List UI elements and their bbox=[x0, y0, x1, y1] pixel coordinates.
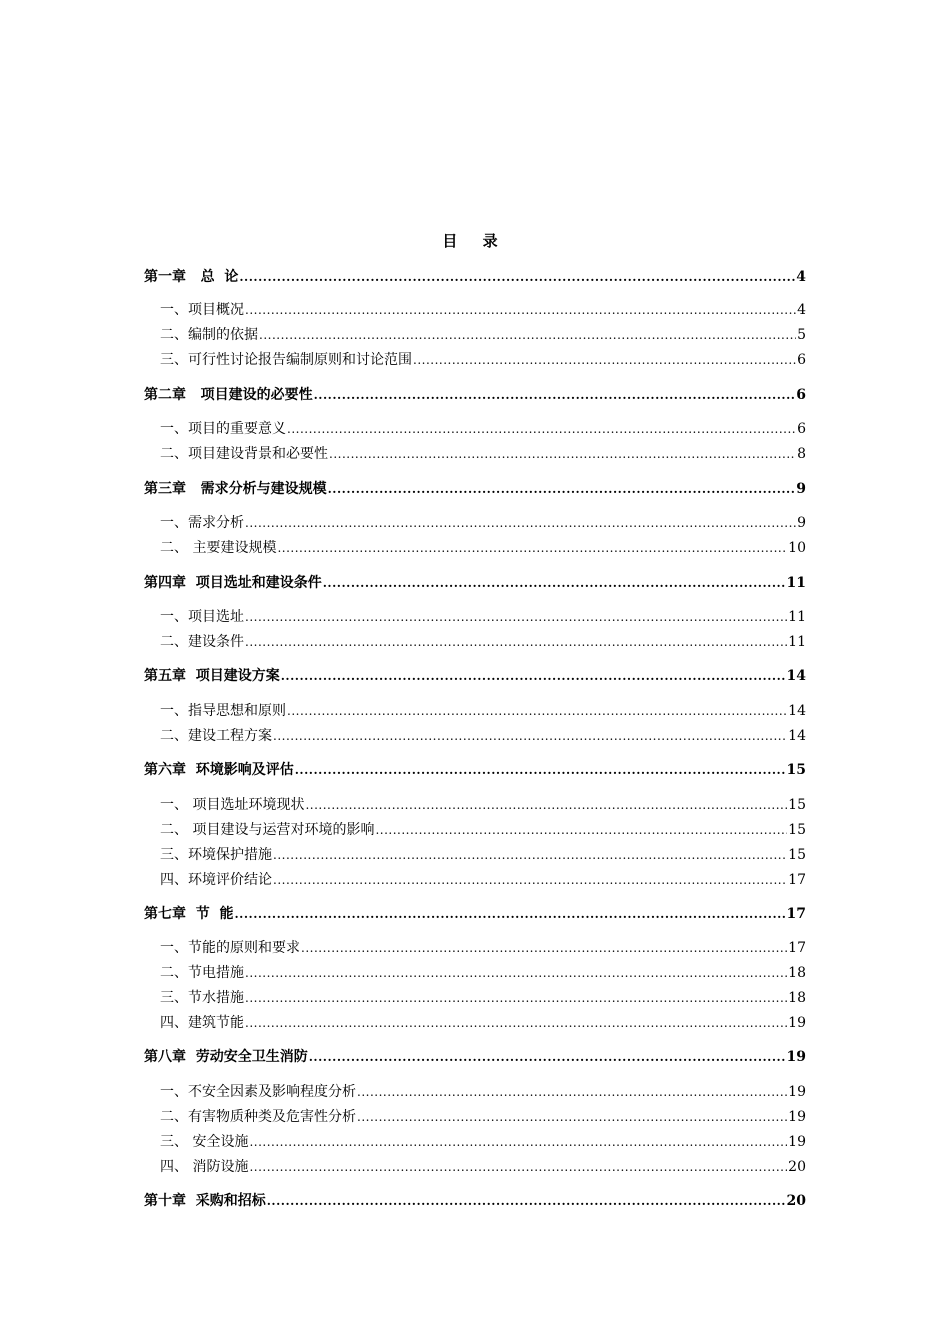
dot-leader bbox=[259, 326, 796, 344]
dot-leader bbox=[235, 905, 786, 923]
toc-entry-label: 二、节电措施 bbox=[160, 965, 244, 981]
toc-chapter-entry[interactable] bbox=[144, 478, 806, 498]
toc-section-entry[interactable] bbox=[160, 443, 806, 463]
dot-leader bbox=[287, 420, 796, 438]
toc-section-entry[interactable] bbox=[160, 1012, 806, 1032]
toc-entry-label: 二、编制的依据 bbox=[160, 327, 258, 343]
toc-entry-label: 一、不安全因素及影响程度分析 bbox=[160, 1084, 356, 1100]
toc-chapter-entry[interactable] bbox=[144, 759, 806, 779]
dot-leader bbox=[273, 871, 787, 889]
toc-entry-page-number: 20 bbox=[786, 1193, 806, 1209]
toc-entry-label: 第一章 总 论 bbox=[144, 269, 239, 285]
toc-section-entry[interactable] bbox=[160, 1131, 806, 1151]
toc-entry-label: 一、项目的重要意义 bbox=[160, 421, 286, 437]
toc-section-entry[interactable] bbox=[160, 962, 806, 982]
toc-entry-page-number: 4 bbox=[797, 302, 806, 318]
dot-leader bbox=[413, 351, 796, 369]
toc-section-entry[interactable] bbox=[160, 418, 806, 438]
toc-entry-page-number: 18 bbox=[788, 965, 806, 981]
dot-leader bbox=[314, 386, 796, 404]
toc-entry-page-number: 9 bbox=[796, 481, 806, 497]
toc-entry-page-number: 6 bbox=[797, 352, 806, 368]
toc-entry-label: 一、 项目选址环境现状 bbox=[160, 797, 305, 813]
toc-section-entry[interactable] bbox=[160, 324, 806, 344]
toc-entry-page-number: 19 bbox=[788, 1015, 806, 1031]
toc-section-entry[interactable] bbox=[160, 844, 806, 864]
toc-entry-page-number: 19 bbox=[786, 1049, 806, 1065]
dot-leader bbox=[287, 702, 787, 720]
toc-entry-label: 二、有害物质种类及危害性分析 bbox=[160, 1109, 356, 1125]
dot-leader bbox=[249, 1133, 787, 1151]
toc-section-entry[interactable] bbox=[160, 700, 806, 720]
toc-chapter-entry[interactable] bbox=[144, 665, 806, 685]
toc-entry-label: 四、建筑节能 bbox=[160, 1015, 244, 1031]
toc-entry-page-number: 8 bbox=[797, 446, 806, 462]
toc-entry-label: 三、可行性讨论报告编制原则和讨论范围 bbox=[160, 352, 412, 368]
toc-chapter-entry[interactable] bbox=[144, 903, 806, 923]
toc-section-entry[interactable] bbox=[160, 869, 806, 889]
toc-entry-page-number: 14 bbox=[786, 668, 806, 684]
toc-chapter-entry[interactable] bbox=[144, 266, 806, 286]
toc-entry-label: 三、 安全设施 bbox=[160, 1134, 249, 1150]
toc-section-entry[interactable] bbox=[160, 1156, 806, 1176]
toc-entry-label: 二、 项目建设与运营对环境的影响 bbox=[160, 822, 375, 838]
dot-leader bbox=[281, 667, 786, 685]
toc-entry-page-number: 14 bbox=[788, 703, 806, 719]
toc-entry-page-number: 15 bbox=[786, 762, 806, 778]
toc-entry-page-number: 14 bbox=[788, 728, 806, 744]
toc-entry-page-number: 11 bbox=[788, 609, 806, 625]
toc-section-entry[interactable] bbox=[160, 819, 806, 839]
toc-entry-page-number: 10 bbox=[788, 540, 806, 556]
dot-leader bbox=[245, 514, 796, 532]
toc-entry-label: 一、节能的原则和要求 bbox=[160, 940, 300, 956]
toc-entry-page-number: 4 bbox=[796, 269, 806, 285]
toc-entry-page-number: 19 bbox=[788, 1109, 806, 1125]
dot-leader bbox=[245, 608, 787, 626]
dot-leader bbox=[375, 821, 787, 839]
toc-entry-page-number: 18 bbox=[788, 990, 806, 1006]
toc-entry-label: 第三章 需求分析与建设规模 bbox=[144, 481, 327, 497]
toc-section-entry[interactable] bbox=[160, 537, 806, 557]
dot-leader bbox=[239, 268, 795, 286]
toc-entry-page-number: 15 bbox=[788, 822, 806, 838]
toc-section-entry[interactable] bbox=[160, 606, 806, 626]
toc-section-entry[interactable] bbox=[160, 512, 806, 532]
toc-chapter-entry[interactable] bbox=[144, 1046, 806, 1066]
dot-leader bbox=[277, 539, 787, 557]
toc-entry-label: 第二章 项目建设的必要性 bbox=[144, 387, 313, 403]
toc-entry-label: 四、环境评价结论 bbox=[160, 872, 272, 888]
dot-leader bbox=[245, 633, 787, 651]
toc-entry-page-number: 17 bbox=[786, 906, 806, 922]
toc-entry-label: 第十章 采购和招标 bbox=[144, 1193, 266, 1209]
toc-entry-page-number: 11 bbox=[786, 575, 806, 591]
dot-leader bbox=[309, 1048, 786, 1066]
dot-leader bbox=[328, 480, 796, 498]
toc-entry-page-number: 17 bbox=[788, 940, 806, 956]
toc-entry-label: 三、节水措施 bbox=[160, 990, 244, 1006]
dot-leader bbox=[245, 301, 796, 319]
dot-leader bbox=[295, 761, 786, 779]
toc-entry-page-number: 5 bbox=[797, 327, 806, 343]
toc-entry-label: 第四章 项目选址和建设条件 bbox=[144, 575, 322, 591]
dot-leader bbox=[273, 846, 787, 864]
toc-entry-page-number: 6 bbox=[797, 421, 806, 437]
toc-title: 目 录 bbox=[442, 232, 508, 250]
toc-entry-label: 三、环境保护措施 bbox=[160, 847, 272, 863]
toc-section-entry[interactable] bbox=[160, 1081, 806, 1101]
dot-leader bbox=[301, 939, 787, 957]
toc-entry-page-number: 11 bbox=[788, 634, 806, 650]
toc-entry-page-number: 15 bbox=[788, 847, 806, 863]
toc-entry-page-number: 15 bbox=[788, 797, 806, 813]
dot-leader bbox=[245, 989, 787, 1007]
toc-chapter-entry[interactable] bbox=[144, 572, 806, 592]
toc-section-entry[interactable] bbox=[160, 794, 806, 814]
toc-entry-label: 一、项目概况 bbox=[160, 302, 244, 318]
dot-leader bbox=[357, 1108, 787, 1126]
toc-entry-label: 二、建设条件 bbox=[160, 634, 244, 650]
toc-entry-label: 一、项目选址 bbox=[160, 609, 244, 625]
toc-entry-label: 第六章 环境影响及评估 bbox=[144, 762, 294, 778]
dot-leader bbox=[245, 964, 787, 982]
toc-section-entry[interactable] bbox=[160, 299, 806, 319]
toc-entry-label: 二、建设工程方案 bbox=[160, 728, 272, 744]
toc-chapter-entry[interactable] bbox=[144, 1190, 806, 1210]
toc-entry-label: 二、项目建设背景和必要性 bbox=[160, 446, 328, 462]
toc-entry-page-number: 17 bbox=[788, 872, 806, 888]
toc-entry-label: 一、需求分析 bbox=[160, 515, 244, 531]
toc-entry-page-number: 20 bbox=[788, 1159, 806, 1175]
dot-leader bbox=[329, 445, 796, 463]
dot-leader bbox=[357, 1083, 787, 1101]
toc-entry-page-number: 6 bbox=[796, 387, 806, 403]
toc-entry-page-number: 19 bbox=[788, 1134, 806, 1150]
toc-entry-label: 第五章 项目建设方案 bbox=[144, 668, 280, 684]
toc-section-entry[interactable] bbox=[160, 631, 806, 651]
toc-entry-label: 第七章 节 能 bbox=[144, 906, 234, 922]
toc-entry-label: 二、 主要建设规模 bbox=[160, 540, 277, 556]
toc-entry-label: 第八章 劳动安全卫生消防 bbox=[144, 1049, 308, 1065]
toc-section-entry[interactable] bbox=[160, 1106, 806, 1126]
dot-leader bbox=[245, 1014, 787, 1032]
dot-leader bbox=[249, 1158, 787, 1176]
toc-section-entry[interactable] bbox=[160, 349, 806, 369]
toc-section-entry[interactable] bbox=[160, 987, 806, 1007]
toc-entry-page-number: 19 bbox=[788, 1084, 806, 1100]
toc-section-entry[interactable] bbox=[160, 937, 806, 957]
dot-leader bbox=[305, 796, 787, 814]
toc-section-entry[interactable] bbox=[160, 725, 806, 745]
dot-leader bbox=[323, 574, 786, 592]
toc-chapter-entry[interactable] bbox=[144, 384, 806, 404]
dot-leader bbox=[267, 1192, 786, 1210]
toc-entry-label: 一、指导思想和原则 bbox=[160, 703, 286, 719]
dot-leader bbox=[273, 727, 787, 745]
toc-entry-label: 四、 消防设施 bbox=[160, 1159, 249, 1175]
toc-entry-page-number: 9 bbox=[797, 515, 806, 531]
